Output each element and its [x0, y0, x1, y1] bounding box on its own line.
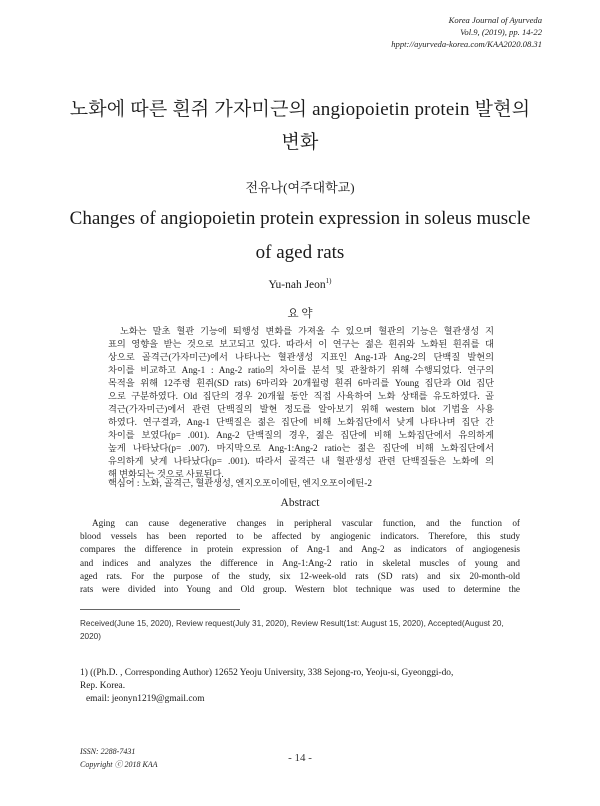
- korean-abstract-line: 해 변화되는 것으로 사료된다.: [108, 469, 224, 479]
- korean-abstract-line: 차이를 비교하고 Ang-1 : Ang-2 ratio의 차이를 분석 및 관찰하기 위해 수행되었다. 연구의: [108, 365, 494, 375]
- korean-abstract-heading: 요 약: [287, 308, 313, 320]
- copyright: Copyright ⓒ 2018 KAA: [80, 760, 158, 769]
- author-footnote-affiliation: 1) ((Ph.D. , Corresponding Author) 12652 Yeoju University, 338 Sejong-ro, Yeoju-si, Gyeonggi-do,: [80, 668, 454, 678]
- korean-title-line-2: 변화: [281, 132, 319, 153]
- korean-abstract-line: 노화는 말초 혈관 기능에 퇴행성 변화를 가져올 수 있으며 혈관의 기능은 혈관생성 지: [120, 326, 494, 336]
- korean-abstract-line: 상으로 골격근(가자미근)에서 나타나는 혈관생성 지표인 Ang-1과 Ang-2의 단백질 발현의: [108, 352, 494, 362]
- english-title-line-1: Changes of angiopoietin protein expression in soleus muscle: [69, 208, 531, 229]
- korean-abstract-line: 높게 나타났다(p= .007). 마지막으로 Ang-1:Ang-2 ratio는 젊은 집단에 비해 노화집단에서: [108, 443, 494, 453]
- korean-abstract-line: 격근(가자미근)에서 관련 단백질의 발현 정도를 알아보기 위해 western blot 기법을 사용: [108, 404, 494, 414]
- journal-header: [391, 14, 542, 50]
- korean-abstract-body: [108, 325, 494, 481]
- english-title: [40, 202, 560, 270]
- journal-volume: Vol.9, (2019), pp. 14-22: [460, 27, 542, 37]
- english-title-line-2: of aged rats: [255, 242, 345, 263]
- english-abstract-line: Aging can cause degenerative changes in peripheral vascular function, and the function of: [92, 518, 520, 528]
- keywords: 핵심어 : 노화, 골격근, 혈관생성, 엔지오포이에틴, 엔지오포이에틴-2: [108, 478, 372, 488]
- journal-url: hppt://ayurveda-korea.com/KAA2020.08.31: [391, 39, 542, 49]
- issn: ISSN: 2288-7431: [80, 747, 136, 756]
- korean-abstract-line: 목적을 위해 12주령 흰쥐(SD rats) 6마리와 20개월령 흰쥐 6마리를 Young 집단과 Old 집단: [108, 378, 494, 388]
- author-footnote: [80, 667, 520, 706]
- english-abstract-line: compares the difference in protein expression of Ang-1 and Ang-2 as indicators of angiogenesis: [80, 544, 520, 555]
- english-abstract-line: blood vessels has been reported to be affected by angiogenic indicators. Therefore, this study: [80, 531, 520, 542]
- korean-abstract-line: 차이를 보였다(p= .001). Ang-2 단백질의 경우, 젊은 집단에 비해 노화집단에서 유의하게: [108, 430, 494, 440]
- english-abstract-line: rats were divided into Young and Old group. Western blot technique was used to determine the: [80, 584, 520, 595]
- english-author: [0, 277, 600, 291]
- korean-title: [40, 93, 560, 159]
- korean-abstract-line: 으로 구분하였다. Old 집단의 경우 20개월 동안 직접 사육하여 노화 상태를 유도하였다. 골: [108, 391, 494, 401]
- korean-author: 전유나(여주대학교): [245, 180, 355, 195]
- english-abstract-line: aged rats. For the purpose of the study, six 12-week-old rats (SD rats) and six 20-month-old: [80, 570, 520, 581]
- journal-name: Korea Journal of Ayurveda: [448, 15, 542, 25]
- english-abstract-heading: Abstract: [280, 497, 320, 509]
- english-abstract-body: [80, 517, 520, 596]
- korean-abstract-line: 유의하게 낮게 나타났다(p= .001). 따라서 골격근 내 혈관생성 관련 단백질들은 노화에 의: [108, 456, 494, 466]
- english-author-name: Yu-nah Jeon: [268, 279, 326, 291]
- author-footnote-country: Rep. Korea.: [80, 681, 126, 691]
- korean-abstract-line: 표의 영향을 받는 것으로 보고되고 있다. 따라서 이 연구는 젊은 흰쥐와 노화된 흰쥐를 대: [108, 339, 494, 349]
- author-footnote-mark: 1): [325, 277, 332, 285]
- author-email: email: jeonyn1219@gmail.com: [86, 694, 205, 704]
- korean-abstract-line: 하였다. 연구결과, Ang-1 단백질은 젊은 집단에 비해 노화집단에서 낮게 나타나며 집단 간: [108, 417, 494, 427]
- korean-title-line-1: 노화에 따른 흰쥐 가자미근의 angiopoietin protein 발현의: [69, 99, 531, 120]
- page-number: - 14 -: [288, 752, 312, 764]
- english-abstract-line: and indices and analyzes the difference in Ang-1:Ang-2 ratio in skeletal muscles of young and: [80, 557, 520, 568]
- footnote-divider: [80, 609, 240, 610]
- received-dates: Received(June 15, 2020), Review request(July 31, 2020), Review Result(1st: August 15, 2020), Accepted(August 20, 2020): [80, 619, 504, 641]
